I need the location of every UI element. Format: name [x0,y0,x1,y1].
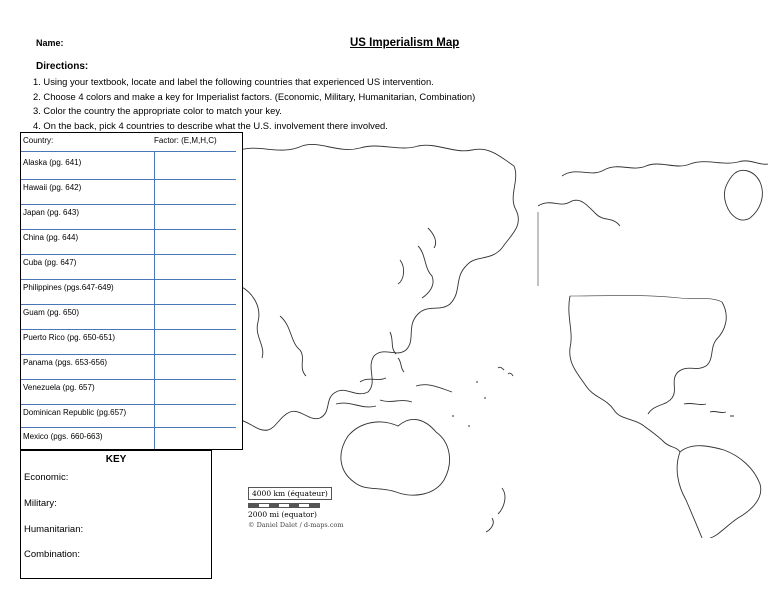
row-divider [21,427,236,428]
country-name: Venezuela (pg. 657) [23,383,95,392]
page-title: US Imperialism Map [350,37,460,49]
map-scale [248,487,344,529]
direction-item: 3. Color the country the appropriate color to match your key. [33,105,282,117]
central-america-outline [644,426,680,452]
table-row [21,330,242,355]
table-row [21,380,242,405]
directions-heading: Directions: [36,61,89,72]
country-name: Mexico (pgs. 660-663) [23,432,103,441]
scale-mi-label: 2000 mi (equator) [248,510,317,519]
country-name: Philippines (pgs.647-649) [23,283,114,292]
country-name: Japan (pg. 643) [23,208,80,217]
table-row [21,155,242,180]
key-item-economic: Economic: [24,472,69,483]
country-name: Alaska (pg. 641) [23,158,82,167]
table-row [21,280,242,305]
australia-outline [341,419,450,495]
country-name: China (pg. 644) [23,233,79,242]
country-name: Guam (pg. 650) [23,308,80,317]
factor-column-header: Factor: (E,M,H,C) [154,136,217,145]
table-row [21,230,242,255]
direction-item: 1. Using your textbook, locate and label the following countries that experienced US intervention. [33,76,434,87]
country-column-header: Country: [23,136,54,145]
direction-item: 2. Choose 4 colors and make a key for Imperialist factors. (Economic, Military, Humanitarian, Combination) [33,90,476,102]
country-name: Puerto Rico (pg. 650-651) [23,333,116,342]
country-name: Hawaii (pg. 642) [23,183,82,192]
japan-outline [418,228,436,298]
table-row [21,255,242,280]
table-row [21,205,242,230]
directions-list [33,75,475,133]
south-america-outline [677,446,761,538]
greenland-outline [724,170,762,220]
key-title: KEY [105,454,127,465]
direction-item: 4. On the back, pick 4 countries to describe what the U.S. involvement there involved. [33,119,388,131]
country-name: Dominican Republic (pg.657) [23,408,127,417]
key-item-military: Military: [24,498,57,509]
table-row [21,180,242,205]
name-label: Name: [36,38,64,48]
world-outline-map [240,136,768,538]
scale-km-label: 4000 km (équateur) [248,487,332,500]
map-credit: © Daniel Dalet / d-maps.com [248,521,344,529]
key-item-combination: Combination: [24,549,80,560]
table-row [21,355,242,380]
table-row [21,305,242,330]
country-name: Cuba (pg. 647) [23,258,77,267]
south-asia-outline [240,286,306,376]
eurasia-outline [240,144,518,430]
country-name: Panama (pgs. 653-656) [23,358,108,367]
hawaii-outline [498,367,513,376]
row-divider [21,151,236,152]
key-box [20,450,212,579]
scale-bar [248,503,320,508]
caribbean-outline [684,403,734,416]
key-item-humanitarian: Humanitarian: [24,524,84,535]
country-factor-table [20,132,243,450]
